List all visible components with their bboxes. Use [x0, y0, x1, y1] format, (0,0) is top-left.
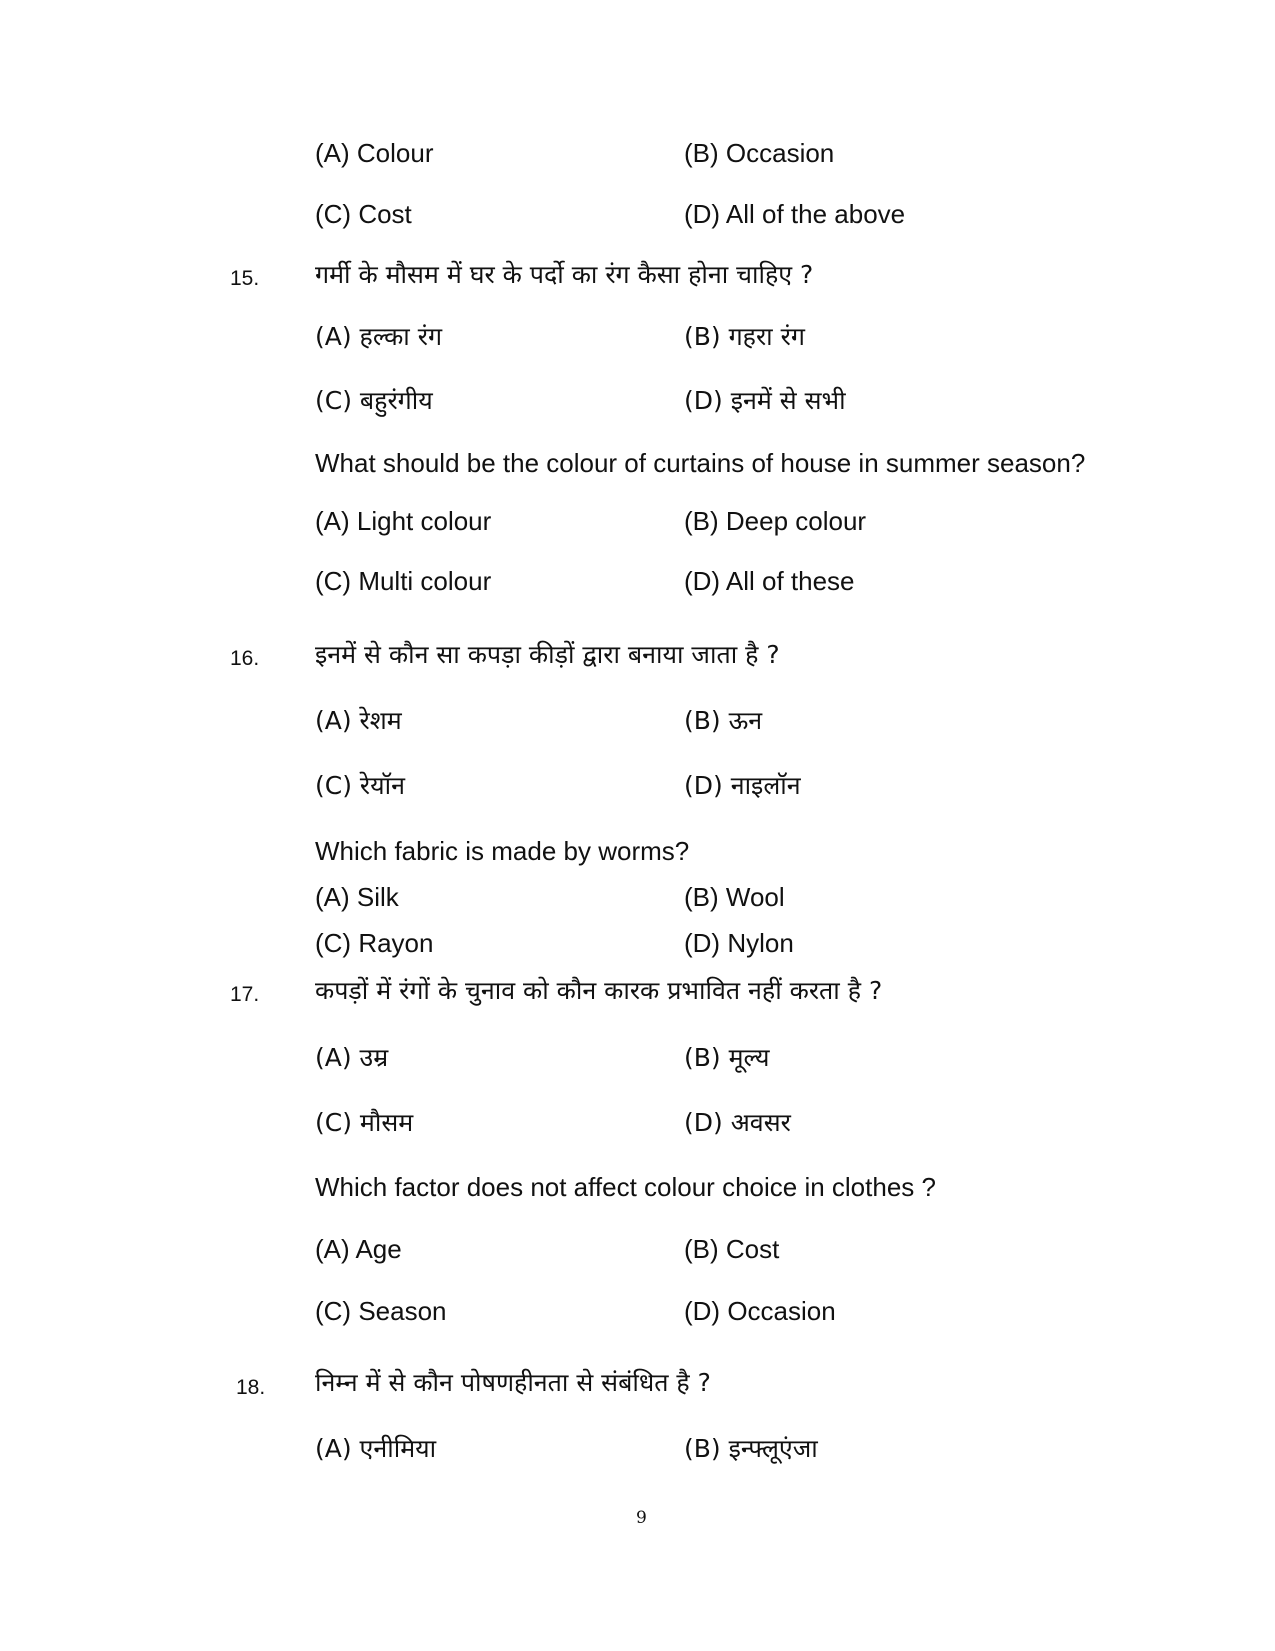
q17-english-option-d: (D) Occasion	[684, 1296, 836, 1326]
q16-english-option-a: (A) Silk	[315, 882, 399, 912]
q14-option-d: (D) All of the above	[684, 199, 906, 229]
q15-english-option-a: (A) Light colour	[315, 506, 492, 536]
q14-option-a: (A) Colour	[315, 138, 434, 168]
q16-english-text: Which fabric is made by worms?	[315, 836, 690, 866]
q18-number: 18.	[236, 1376, 266, 1399]
q17-english-option-b: (B) Cost	[684, 1234, 780, 1264]
q15-hindi-option-c: (C) बहुरंगीय	[315, 386, 433, 415]
q15-hindi-option-b: (B) गहरा रंग	[684, 322, 805, 351]
q16-hindi-option-a: (A) रेशम	[315, 706, 402, 735]
q16-number: 16.	[230, 647, 260, 670]
q15-number: 15.	[230, 267, 260, 290]
q17-hindi-option-d: (D) अवसर	[684, 1108, 791, 1137]
page-number: 9	[636, 1508, 647, 1528]
q18-hindi-text: निम्न में से कौन पोषणहीनता से संबंधित है ?	[315, 1368, 711, 1397]
q15-hindi-text: गर्मी के मौसम में घर के पर्दो का रंग कैसा होना चाहिए ?	[315, 260, 814, 289]
q18-hindi-option-b: (B) इन्फ्लूएंजा	[684, 1434, 818, 1463]
q16-hindi-text: इनमें से कौन सा कपड़ा कीड़ों द्वारा बनाया जाता है ?	[315, 640, 780, 669]
q16-english-option-c: (C) Rayon	[315, 928, 434, 958]
q17-hindi-text: कपड़ों में रंगों के चुनाव को कौन कारक प्रभावित नहीं करता है ?	[315, 976, 883, 1005]
q15-english-option-c: (C) Multi colour	[315, 566, 492, 596]
q15-english-option-d: (D) All of these	[684, 566, 855, 596]
q18-hindi-option-a: (A) एनीमिया	[315, 1434, 437, 1463]
q17-english-option-a: (A) Age	[315, 1234, 402, 1264]
q17-hindi-option-c: (C) मौसम	[315, 1108, 414, 1137]
q16-english-option-d: (D) Nylon	[684, 928, 794, 958]
q16-english-option-b: (B) Wool	[684, 882, 785, 912]
q14-option-c: (C) Cost	[315, 199, 412, 229]
q17-hindi-option-a: (A) उम्र	[315, 1043, 389, 1072]
q16-hindi-option-b: (B) ऊन	[684, 706, 763, 735]
q15-english-text: What should be the colour of curtains of house in summer season?	[315, 448, 1086, 478]
q17-english-option-c: (C) Season	[315, 1296, 447, 1326]
q15-hindi-option-d: (D) इनमें से सभी	[684, 386, 846, 415]
q14-option-b: (B) Occasion	[684, 138, 835, 168]
q16-hindi-option-d: (D) नाइलॉन	[684, 771, 801, 800]
q17-english-text: Which factor does not affect colour choice in clothes ?	[315, 1172, 936, 1202]
q17-hindi-option-b: (B) मूल्य	[684, 1043, 770, 1072]
q16-hindi-option-c: (C) रेयॉन	[315, 771, 405, 800]
q15-english-option-b: (B) Deep colour	[684, 506, 867, 536]
q15-hindi-option-a: (A) हल्का रंग	[315, 322, 443, 351]
q17-number: 17.	[230, 983, 260, 1006]
